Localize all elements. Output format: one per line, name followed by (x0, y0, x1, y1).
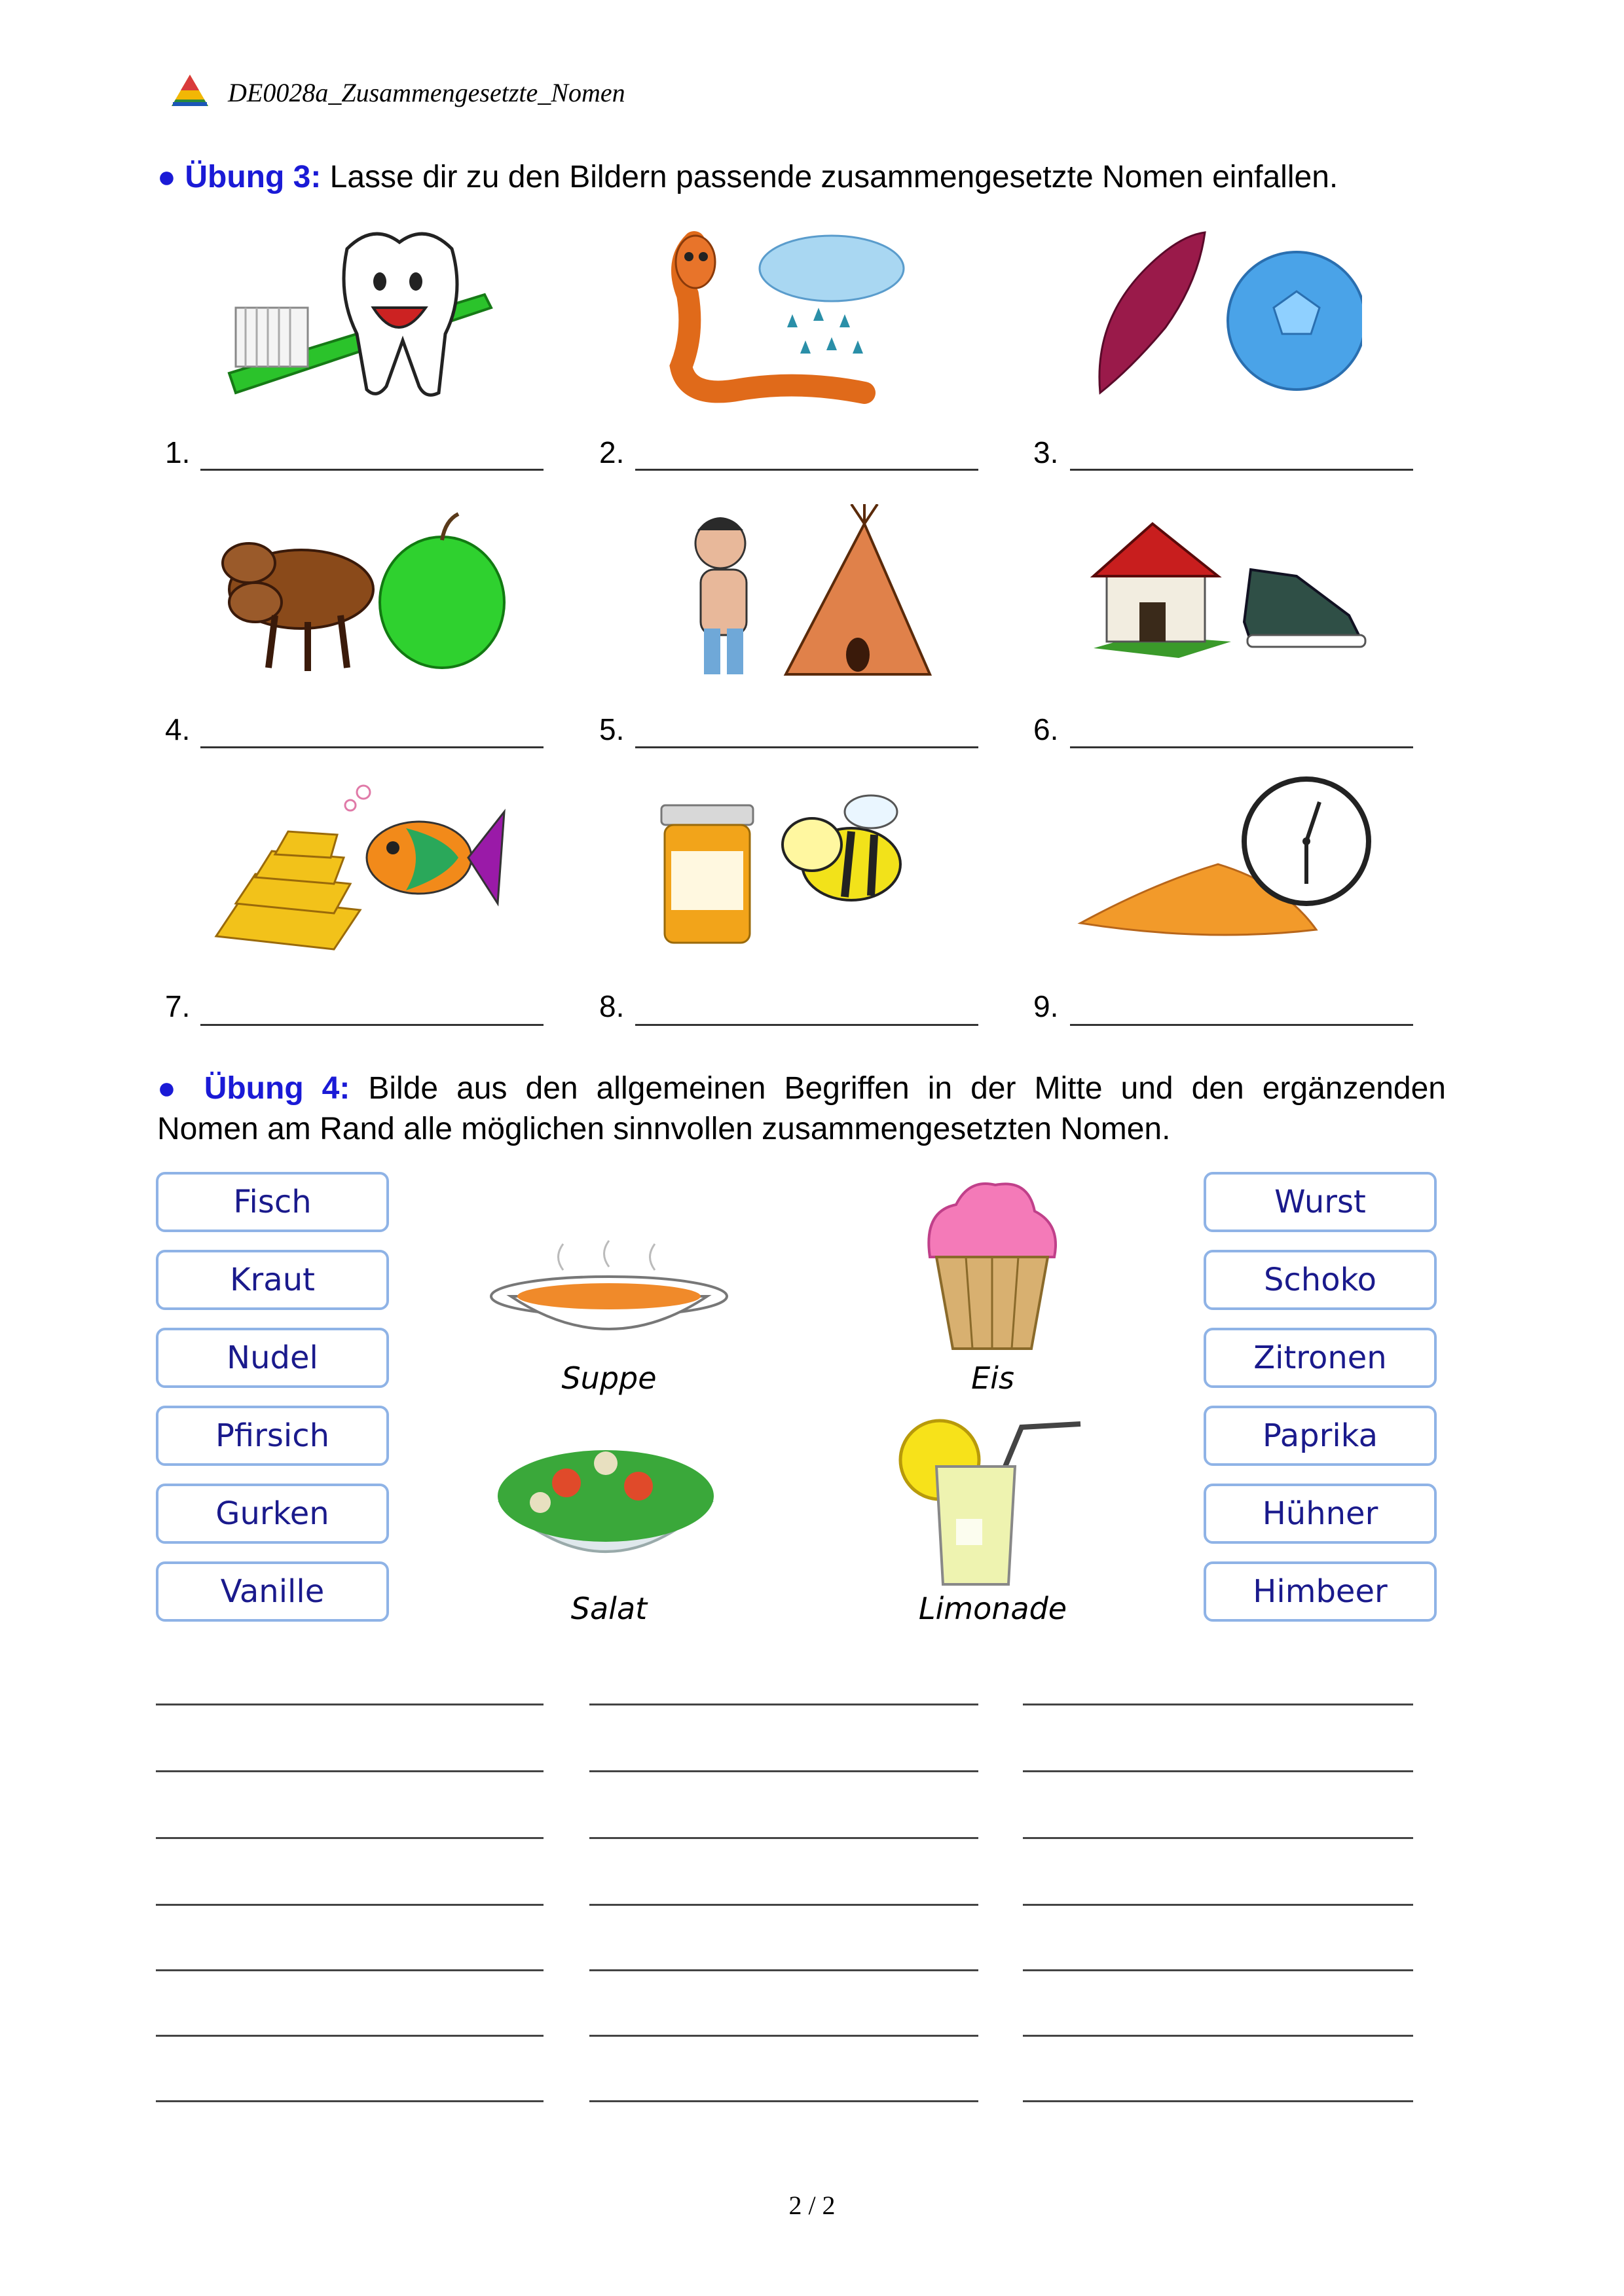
writing-line[interactable] (1023, 1969, 1413, 1971)
writing-line[interactable] (156, 1904, 544, 1906)
writing-line[interactable] (1023, 1770, 1413, 1772)
worm-rain-image (648, 223, 923, 406)
answer-line[interactable] (635, 746, 978, 748)
logo-icon (169, 73, 211, 110)
word-box-left[interactable]: Kraut (156, 1250, 389, 1310)
honey-bee-image (648, 779, 936, 956)
house-sneaker-image (1080, 511, 1369, 661)
item-number: 7. (165, 989, 191, 1023)
sand-clock-image (1074, 773, 1375, 962)
honey-jar-icon (661, 805, 753, 943)
answer-line[interactable] (1070, 469, 1413, 471)
task3-label: Übung 3: (185, 160, 322, 194)
apple-icon (380, 514, 504, 668)
writing-line[interactable] (156, 2100, 544, 2102)
bullet: ● (157, 160, 176, 194)
writing-line[interactable] (1023, 1837, 1413, 1839)
writing-line[interactable] (1023, 1904, 1413, 1906)
task4-instruction (157, 1068, 1446, 1109)
native-tipi-image (648, 504, 936, 687)
bullet: ● (157, 1071, 186, 1106)
salad-bowl-icon (488, 1424, 724, 1581)
task3-text: Lasse dir zu den Bildern passende zusammengesetzte Nomen einfallen. (329, 160, 1338, 194)
word-box-right[interactable]: Paprika (1204, 1406, 1437, 1466)
writing-line[interactable] (1023, 2035, 1413, 2037)
task3-instruction (157, 157, 1338, 198)
caption-salat: Salat (570, 1591, 648, 1626)
horses-icon (223, 543, 373, 671)
answer-line[interactable] (1070, 1024, 1413, 1026)
writing-line[interactable] (589, 2100, 978, 2102)
item-number: 1. (165, 435, 191, 469)
clock-icon (1244, 779, 1369, 903)
word-box-right[interactable]: Himbeer (1204, 1561, 1437, 1622)
task4-text-line1: Bilde aus den allgemeinen Begriffen in der Mitte und den ergänzenden (368, 1071, 1446, 1106)
writing-line[interactable] (589, 1704, 978, 1705)
sneaker-icon (1244, 570, 1365, 647)
answer-line[interactable] (635, 1024, 978, 1026)
writing-line[interactable] (156, 2035, 544, 2037)
writing-line[interactable] (156, 1704, 544, 1705)
word-box-left[interactable]: Vanille (156, 1561, 389, 1622)
writing-line[interactable] (589, 1904, 978, 1906)
writing-line[interactable] (1023, 1704, 1413, 1705)
bee-icon (783, 795, 900, 900)
writing-line[interactable] (589, 1770, 978, 1772)
fish-icon (345, 786, 504, 903)
toothbrush-tooth-image (216, 223, 498, 406)
caption-suppe: Suppe (561, 1360, 657, 1396)
document-title: DE0028a_Zusammengesetzte_Nomen (228, 78, 625, 107)
tooth-icon (344, 234, 457, 395)
writing-line[interactable] (156, 1837, 544, 1839)
writing-line[interactable] (156, 1969, 544, 1971)
item-number: 6. (1033, 712, 1059, 746)
item-number: 8. (599, 989, 625, 1023)
caption-eis: Eis (971, 1360, 1014, 1396)
task4-label: Übung 4: (204, 1071, 350, 1106)
writing-line[interactable] (156, 1770, 544, 1772)
item-number: 4. (165, 712, 191, 746)
word-box-left[interactable]: Pfirsich (156, 1406, 389, 1466)
answer-line[interactable] (635, 469, 978, 471)
writing-line[interactable] (589, 2035, 978, 2037)
word-box-left[interactable]: Gurken (156, 1484, 389, 1544)
item-number: 3. (1033, 435, 1059, 469)
answer-line[interactable] (200, 746, 544, 748)
word-box-left[interactable]: Nudel (156, 1328, 389, 1388)
rain-cloud-icon (760, 236, 904, 354)
ball-icon (1228, 252, 1362, 390)
answer-line[interactable] (1070, 746, 1413, 748)
word-box-right[interactable]: Wurst (1204, 1172, 1437, 1232)
feather-ball-image (1087, 229, 1362, 399)
item-number: 2. (599, 435, 625, 469)
house-icon (1094, 524, 1231, 658)
writing-line[interactable] (1023, 2100, 1413, 2102)
feather-icon (1099, 232, 1205, 393)
answer-line[interactable] (200, 469, 544, 471)
writing-line[interactable] (589, 1969, 978, 1971)
word-box-right[interactable]: Hühner (1204, 1484, 1437, 1544)
word-box-right[interactable]: Zitronen (1204, 1328, 1437, 1388)
caption-limonade: Limonade (918, 1591, 1067, 1626)
native-person-icon (695, 517, 747, 674)
horses-apple-image (210, 504, 511, 681)
task4-text-line2: Nomen am Rand alle möglichen sinnvollen zusammengesetzten Nomen. (157, 1112, 1171, 1146)
item-number: 9. (1033, 989, 1059, 1023)
answer-line[interactable] (200, 1024, 544, 1026)
gold-bars-icon (216, 831, 360, 949)
gold-fish-image (210, 779, 511, 956)
lemonade-glass-icon (891, 1414, 1087, 1591)
soup-bowl-icon (485, 1231, 733, 1349)
tipi-icon (786, 504, 930, 674)
word-box-left[interactable]: Fisch (156, 1172, 389, 1232)
word-box-right[interactable]: Schoko (1204, 1250, 1437, 1310)
cupcake-icon (917, 1172, 1067, 1355)
writing-line[interactable] (589, 1837, 978, 1839)
item-number: 5. (599, 712, 625, 746)
page-number: 2 / 2 (788, 2191, 836, 2220)
